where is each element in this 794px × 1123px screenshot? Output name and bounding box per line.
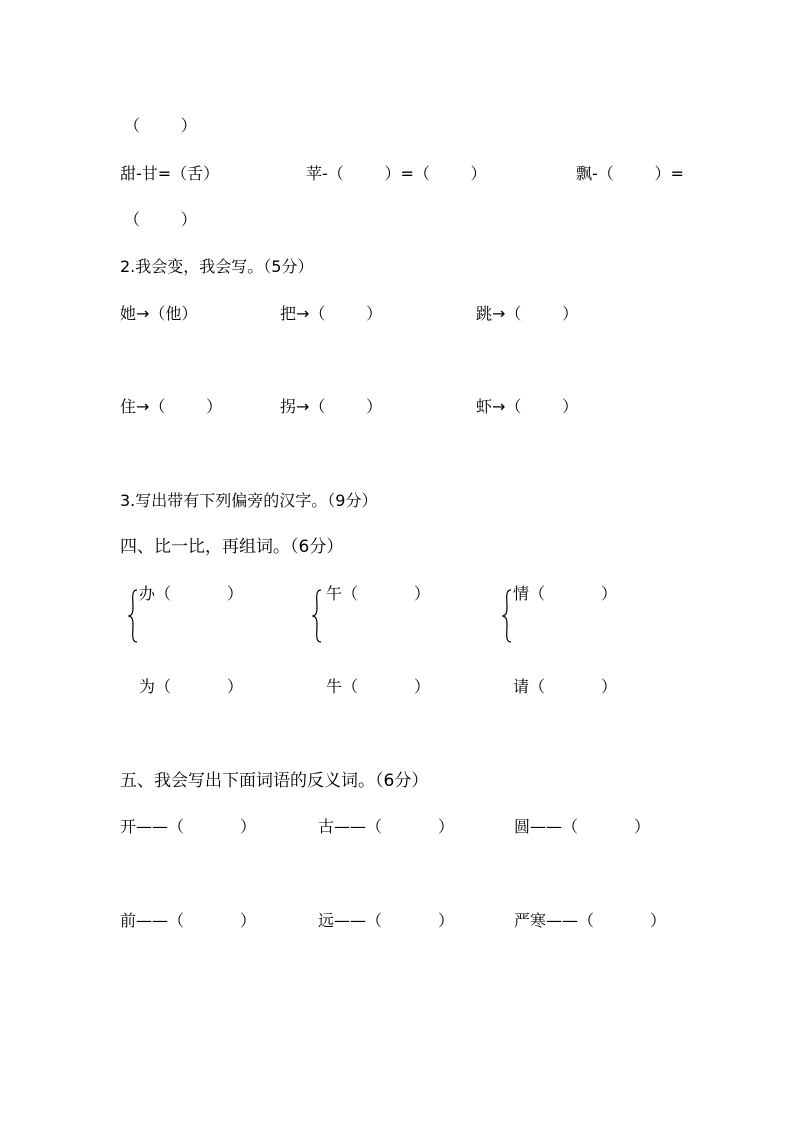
compare-item[interactable]: 情（ ） (513, 584, 617, 603)
antonym-item[interactable]: 开——（ ） (120, 817, 256, 836)
compare-item[interactable]: 牛（ ） (326, 677, 430, 696)
antonym-item[interactable]: 古——（ ） (318, 817, 454, 836)
question-3-title: 3.写出带有下列偏旁的汉字。（9分） (120, 491, 378, 510)
transform-item[interactable]: 虾→（ ） (476, 397, 579, 416)
equation-piao[interactable]: 飘-（ ）= (576, 164, 684, 183)
transform-item[interactable]: 拐→（ ） (280, 397, 383, 416)
antonym-item[interactable]: 远——（ ） (318, 911, 454, 930)
transform-item[interactable]: 住→（ ） (120, 397, 223, 416)
transform-item[interactable]: 把→（ ） (280, 304, 383, 323)
equation-ping[interactable]: 苹-（ ）=（ ） (306, 164, 487, 183)
compare-item[interactable]: 请（ ） (513, 677, 617, 696)
equation-tian: 甜-甘=（舌） (120, 164, 220, 183)
answer-paren[interactable]: （ ） (124, 116, 197, 135)
question-4-title: 四、比一比，再组词。（6分） (120, 537, 344, 557)
transform-item[interactable]: 跳→（ ） (476, 304, 579, 323)
compare-item[interactable]: 为（ ） (139, 677, 243, 696)
question-5-title: 五、我会写出下面词语的反义词。（6分） (120, 771, 429, 791)
antonym-item[interactable]: 严寒——（ ） (514, 911, 666, 930)
compare-item[interactable]: 办（ ） (139, 584, 243, 603)
antonym-item[interactable]: 圆——（ ） (514, 817, 650, 836)
question-2-title: 2.我会变，我会写。（5分） (120, 257, 314, 276)
left-brace-icon (502, 589, 512, 643)
left-brace-icon (128, 589, 138, 643)
compare-item[interactable]: 午（ ） (326, 584, 430, 603)
antonym-item[interactable]: 前——（ ） (120, 911, 256, 930)
left-brace-icon (312, 589, 322, 643)
transform-item: 她→（他） (120, 304, 198, 323)
answer-paren[interactable]: （ ） (124, 210, 197, 229)
